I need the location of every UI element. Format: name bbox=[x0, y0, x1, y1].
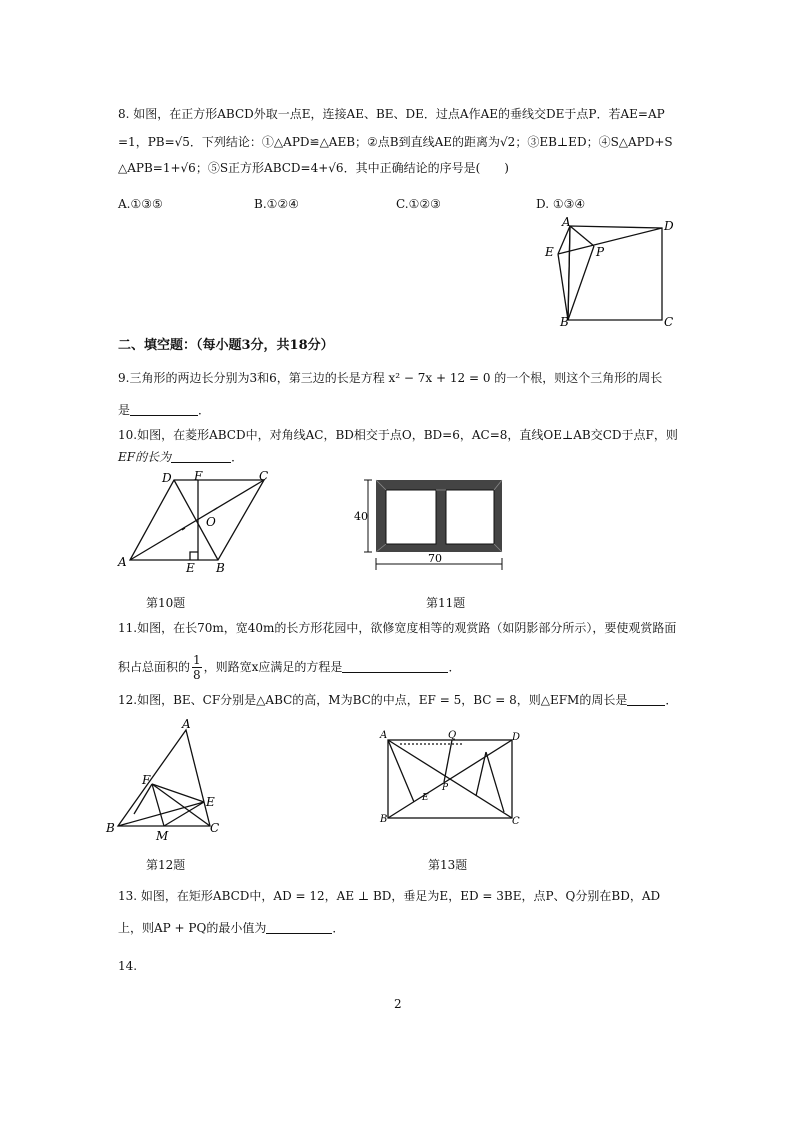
q10-label-a: A bbox=[118, 555, 127, 569]
q10-suffix: ． bbox=[231, 450, 244, 464]
q10-label-c: C bbox=[259, 469, 269, 483]
q12-triangle bbox=[118, 730, 210, 826]
q8-label-e: E bbox=[545, 245, 554, 259]
q11-frac-denominator: 8 bbox=[193, 668, 201, 682]
q12-label-m: M bbox=[156, 829, 169, 842]
q8-option-b: B.①②④ bbox=[254, 197, 299, 211]
q13-line1: 13. 如图，在矩形ABCD中，AD = 12，AE ⊥ BD，垂足为E，ED = 3BE，点P、Q分别在BD，AD bbox=[118, 889, 661, 903]
q11-prefix: 积占总面积的 bbox=[118, 660, 191, 674]
q13-figure bbox=[374, 726, 528, 832]
q11-line2 bbox=[118, 650, 460, 684]
q10-label-b: B bbox=[216, 561, 225, 575]
q12-figure bbox=[104, 716, 234, 842]
q10-label-o: O bbox=[206, 515, 216, 529]
q12-line-em bbox=[164, 802, 204, 826]
q13-suffix: ． bbox=[332, 921, 345, 935]
q8-line2: =1，PB=√5．下列结论：①△APD≌△AEB；②点B到直线AE的距离为√2；③EB⊥ED；④S△APD+S bbox=[118, 135, 673, 149]
q12-suffix: ． bbox=[665, 693, 678, 707]
q11-frac-numerator: 1 bbox=[193, 653, 201, 667]
q13-prefix: 上，则AP + PQ的最小值为 bbox=[118, 921, 267, 935]
q8-figure bbox=[540, 214, 680, 332]
q9-line1: 9.三角形的两边长分别为3和6，第三边的长是方程 x² − 7x + 12 = 0 的一个根，则这个三角形的周长 bbox=[118, 371, 663, 385]
q12-label-f: F bbox=[142, 773, 151, 787]
q12-caption: 第12题 bbox=[146, 858, 186, 872]
q9-suffix: ． bbox=[198, 403, 211, 417]
q11-caption: 第11题 bbox=[426, 596, 466, 610]
q13-label-q: Q bbox=[448, 730, 457, 741]
q13-label-e: E bbox=[422, 793, 429, 803]
q10-diagonal-ac bbox=[130, 480, 264, 560]
q14-label: 14. bbox=[118, 959, 138, 973]
q10-line2 bbox=[118, 447, 243, 467]
q12-line-fm bbox=[152, 784, 164, 826]
q12-answer-blank[interactable] bbox=[627, 693, 665, 706]
q8-line1: 8. 如图，在正方形ABCD外取一点E，连接AE、BE、DE．过点A作AE的垂线交DE于点P．若AE=AP bbox=[118, 107, 665, 121]
q12-label-e: E bbox=[206, 795, 215, 809]
q8-label-c: C bbox=[664, 315, 674, 329]
q10-label-f: F bbox=[194, 469, 203, 483]
q12-line-ef bbox=[152, 784, 204, 802]
q8-label-a: A bbox=[562, 215, 571, 229]
q12-line1 bbox=[118, 690, 677, 710]
q13-label-d: D bbox=[512, 732, 521, 743]
q9-line2 bbox=[118, 400, 210, 420]
q11-dim-height: 40 bbox=[354, 510, 368, 523]
q12-label-a: A bbox=[182, 717, 191, 731]
q11-fraction bbox=[192, 653, 202, 682]
q12-text: 12.如图，BE、CF分别是△ABC的高，M为BC的中点，EF = 5，BC = 8，则△EFM的周长是 bbox=[118, 693, 628, 707]
q13-label-a: A bbox=[380, 730, 388, 741]
q13-label-p: P bbox=[442, 783, 449, 793]
q8-option-a: A.①③⑤ bbox=[118, 197, 163, 211]
q8-line3: △APB=1+√6；⑤S正方形ABCD=4+√6．其中正确结论的序号是( ) bbox=[118, 161, 509, 175]
q9-answer-blank[interactable] bbox=[130, 403, 198, 416]
q9-prefix: 是 bbox=[118, 403, 131, 417]
q12-label-b: B bbox=[106, 821, 115, 835]
q13-line-ae bbox=[388, 740, 414, 802]
q8-label-p: P bbox=[596, 245, 605, 259]
q8-label-b: B bbox=[560, 315, 569, 329]
q11-answer-blank[interactable] bbox=[342, 660, 448, 673]
q13-label-c: C bbox=[512, 816, 520, 827]
q10-label-e: E bbox=[186, 561, 195, 575]
q11-mid: ，则路宽x应满足的方程是 bbox=[203, 660, 343, 674]
q11-line1: 11.如图，在长70m，宽40m的长方形花园中，欲修宽度相等的观赏路（如阴影部分所示），要使观赏路面 bbox=[118, 621, 677, 635]
q10-answer-blank[interactable] bbox=[171, 450, 231, 463]
q11-suffix: ． bbox=[448, 660, 461, 674]
q13-line2 bbox=[118, 918, 344, 938]
q8-label-d: D bbox=[664, 219, 674, 233]
q10-label-d: D bbox=[162, 471, 172, 485]
q8-option-c: C.①②③ bbox=[396, 197, 441, 211]
q11-figure bbox=[350, 474, 520, 574]
q13-caption: 第13题 bbox=[428, 858, 468, 872]
q13-answer-blank[interactable] bbox=[266, 921, 332, 934]
q12-label-c: C bbox=[210, 821, 220, 835]
section-2-title: 二、填空题：（每小题3分，共18分） bbox=[118, 338, 334, 353]
q10-prefix: EF的长为 bbox=[118, 450, 172, 464]
q11-dim-width: 70 bbox=[428, 552, 442, 565]
page-number: 2 bbox=[394, 997, 402, 1011]
q10-line1: 10.如图，在菱形ABCD中，对角线AC，BD相交于点O，BD=6，AC=8，直线OE⊥AB交CD于点F，则 bbox=[118, 428, 678, 442]
q10-caption: 第10题 bbox=[146, 596, 186, 610]
q13-label-b: B bbox=[380, 814, 388, 825]
q10-figure bbox=[114, 468, 284, 578]
q8-option-d: D. ①③④ bbox=[536, 197, 586, 211]
